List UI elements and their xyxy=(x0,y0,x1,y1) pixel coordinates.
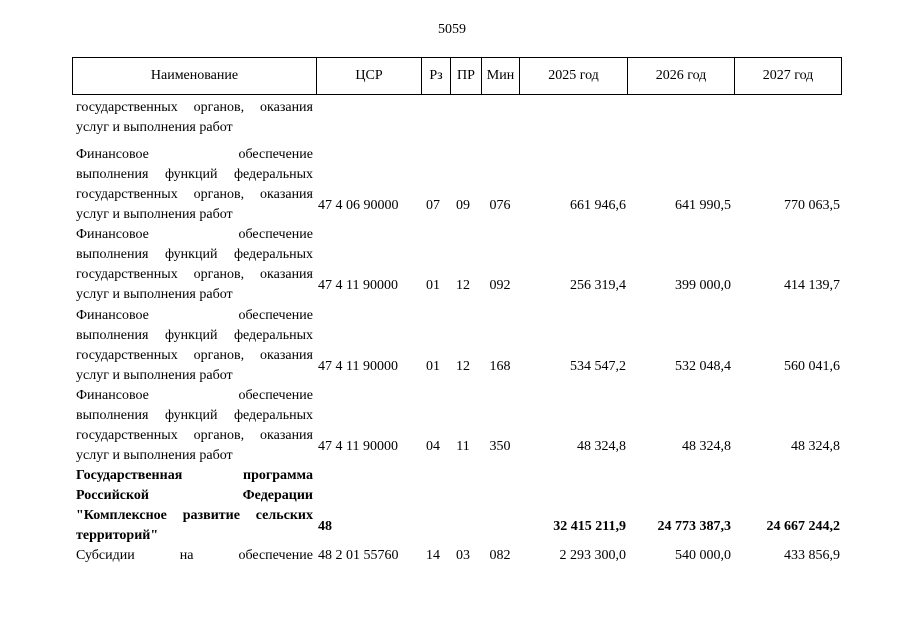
name-line: выполнения функций федеральных xyxy=(76,328,313,343)
continuation-name xyxy=(76,98,313,138)
header-name: Наименование xyxy=(150,68,239,83)
page-number: 5059 xyxy=(438,22,466,37)
row-name xyxy=(76,466,313,546)
name-line: услуг и выполнения работ xyxy=(76,368,233,383)
cell-2026: 540 000,0 xyxy=(675,548,731,563)
header-rz: Рз xyxy=(421,58,450,94)
name-line: Государственная программа xyxy=(76,468,313,483)
cell-2027: 560 041,6 xyxy=(784,359,840,374)
name-line: государственных органов, оказания xyxy=(76,267,313,282)
cell-min: 076 xyxy=(489,198,511,213)
name-line: территорий" xyxy=(76,528,159,543)
cell-2025: 48 324,8 xyxy=(577,439,626,454)
row-name xyxy=(76,145,313,225)
name-line: выполнения функций федеральных xyxy=(76,247,313,262)
cell-min: 168 xyxy=(489,359,511,374)
row-name xyxy=(76,306,313,386)
cell-2026: 641 990,5 xyxy=(675,198,731,213)
cell-2027: 48 324,8 xyxy=(791,439,840,454)
name-line: Субсидии на обеспечение xyxy=(76,548,313,563)
header-min: Мин xyxy=(481,58,519,94)
cell-pr: 03 xyxy=(456,548,470,563)
row-name xyxy=(76,546,313,566)
name-line: государственных органов, оказания xyxy=(76,348,313,363)
name-line: Финансовое обеспечение xyxy=(76,147,313,162)
cell-2025: 32 415 211,9 xyxy=(553,519,626,534)
cell-min: 350 xyxy=(489,439,511,454)
header-2025: 2025 год xyxy=(519,58,627,94)
row-name xyxy=(76,225,313,305)
cell-2026: 532 048,4 xyxy=(675,359,731,374)
name-line: Финансовое обеспечение xyxy=(76,227,313,242)
name-line: услуг и выполнения работ xyxy=(76,120,233,135)
name-line: государственных органов, оказания xyxy=(76,187,313,202)
cell-pr: 12 xyxy=(456,278,470,293)
table-header xyxy=(72,57,842,95)
cell-2025: 2 293 300,0 xyxy=(559,548,626,563)
cell-2027: 770 063,5 xyxy=(784,198,840,213)
name-line: "Комплексное развитие сельских xyxy=(76,508,313,523)
cell-2026: 399 000,0 xyxy=(675,278,731,293)
cell-pr: 12 xyxy=(456,359,470,374)
cell-2025: 534 547,2 xyxy=(570,359,626,374)
name-line: Финансовое обеспечение xyxy=(76,388,313,403)
cell-min: 082 xyxy=(489,548,511,563)
name-line: Финансовое обеспечение xyxy=(76,308,313,323)
header-2026: 2026 год xyxy=(627,58,734,94)
name-line: Российской Федерации xyxy=(76,488,313,503)
header-pr: ПР xyxy=(450,58,481,94)
name-line: выполнения функций федеральных xyxy=(76,408,313,423)
cell-min: 092 xyxy=(489,278,511,293)
cell-2027: 414 139,7 xyxy=(784,278,840,293)
cell-2025: 256 319,4 xyxy=(570,278,626,293)
cell-2026: 24 773 387,3 xyxy=(657,519,731,534)
cell-csr: 47 4 06 90000 xyxy=(318,198,399,213)
row-name xyxy=(76,386,313,466)
cell-2025: 661 946,6 xyxy=(570,198,626,213)
cell-2027: 433 856,9 xyxy=(784,548,840,563)
cell-csr: 47 4 11 90000 xyxy=(318,359,398,374)
header-2027: 2027 год xyxy=(734,58,841,94)
cell-rz: 07 xyxy=(426,198,440,213)
cell-csr: 48 xyxy=(318,519,332,534)
cell-csr: 47 4 11 90000 xyxy=(318,278,398,293)
cell-rz: 01 xyxy=(426,278,440,293)
name-line: услуг и выполнения работ xyxy=(76,207,233,222)
header-csr: ЦСР xyxy=(316,58,421,94)
name-line: выполнения функций федеральных xyxy=(76,167,313,182)
cell-csr: 47 4 11 90000 xyxy=(318,439,398,454)
name-line: государственных органов, оказания xyxy=(76,100,313,115)
cell-2027: 24 667 244,2 xyxy=(766,519,840,534)
cell-rz: 01 xyxy=(426,359,440,374)
name-line: государственных органов, оказания xyxy=(76,428,313,443)
name-line: услуг и выполнения работ xyxy=(76,448,233,463)
name-line: услуг и выполнения работ xyxy=(76,287,233,302)
cell-csr: 48 2 01 55760 xyxy=(318,548,399,563)
cell-rz: 04 xyxy=(426,439,440,454)
cell-pr: 09 xyxy=(456,198,470,213)
cell-rz: 14 xyxy=(426,548,440,563)
cell-pr: 11 xyxy=(456,439,470,454)
cell-2026: 48 324,8 xyxy=(682,439,731,454)
